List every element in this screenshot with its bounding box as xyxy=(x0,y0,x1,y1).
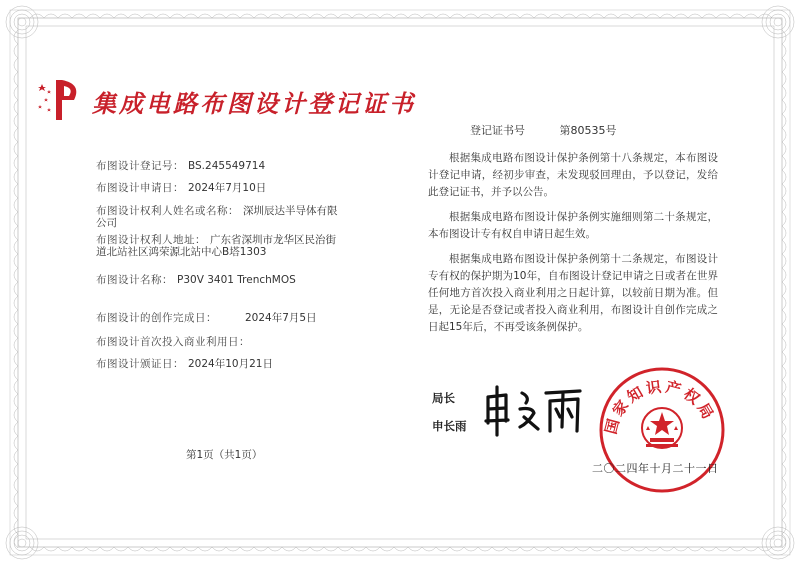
commercial-use-label: 布图设计首次投入商业利用日： xyxy=(96,336,250,348)
registration-id-row xyxy=(96,158,265,173)
creation-date-value: 2024年7月5日 xyxy=(245,312,317,324)
owner-value-line1: 深圳辰达半导体有限 xyxy=(243,205,338,217)
certificate-number-label: 登记证书号 xyxy=(470,124,525,137)
layout-name-value: P30V 3401 TrenchMOS xyxy=(177,274,296,286)
owner-value-line2: 公司 xyxy=(96,217,117,229)
address-value-line1: 广东省深圳市龙华区民治街 xyxy=(210,234,336,246)
certificate-title: 集成电路布图设计登记证书 xyxy=(92,90,416,118)
legal-paragraph-1: 根据集成电路布图设计保护条例第十八条规定，本布图设计登记申请，经初步审查，未发现驳回理由，予以登记，发给此登记证书，并予以公告。 xyxy=(428,152,718,198)
official-seal-icon xyxy=(596,364,728,496)
cnipa-logo-icon xyxy=(36,74,88,126)
issue-date-signature: 二〇二四年十月二十一日 xyxy=(592,462,719,475)
registration-id-label: 布图设计登记号： xyxy=(96,160,184,172)
creation-date-label: 布图设计的创作完成日： xyxy=(96,312,217,324)
registration-id-value: BS.245549714 xyxy=(188,160,266,172)
application-date-label: 布图设计申请日： xyxy=(96,182,184,194)
issue-date-value: 2024年10月21日 xyxy=(188,358,273,370)
certificate-number-value: 第80535号 xyxy=(559,124,617,137)
address-value-line2: 道北站社区鸿荣源北站中心B塔1303 xyxy=(96,246,267,258)
layout-name-label: 布图设计名称： xyxy=(96,274,173,286)
creation-date-row xyxy=(96,310,317,325)
owner-label: 布图设计权利人姓名或名称： xyxy=(96,205,239,217)
legal-paragraph-2: 根据集成电路布图设计保护条例实施细则第二十条规定，本布图设计专有权自申请日起生效。 xyxy=(428,211,718,240)
application-date-row xyxy=(96,180,266,195)
issue-date-label: 布图设计颁证日： xyxy=(96,358,184,370)
layout-name-row xyxy=(96,272,296,287)
legal-text xyxy=(428,150,718,344)
issue-date-row xyxy=(96,356,273,371)
legal-paragraph-3: 根据集成电路布图设计保护条例第十二条规定，布图设计专有权的保护期为10年，自布图设计登记申请之日或者在世界任何地方首次投入商业利用之日起计算，以较前日期为准。但是，无论是否登记或者投入商业利用，布图设计自创作完成之日起15年后，不再受该条例保护。 xyxy=(428,253,718,333)
page-number: 第1页（共1页） xyxy=(186,449,263,461)
director-signature-icon xyxy=(480,383,590,439)
seal-text: 国家知识产权局 xyxy=(601,377,719,437)
director-title: 局长 xyxy=(432,391,455,405)
application-date-value: 2024年7月10日 xyxy=(188,182,267,194)
commercial-use-row xyxy=(96,334,254,349)
certificate-number xyxy=(470,122,617,138)
director-name: 申长雨 xyxy=(432,419,467,433)
address-label: 布图设计权利人地址： xyxy=(96,234,206,246)
